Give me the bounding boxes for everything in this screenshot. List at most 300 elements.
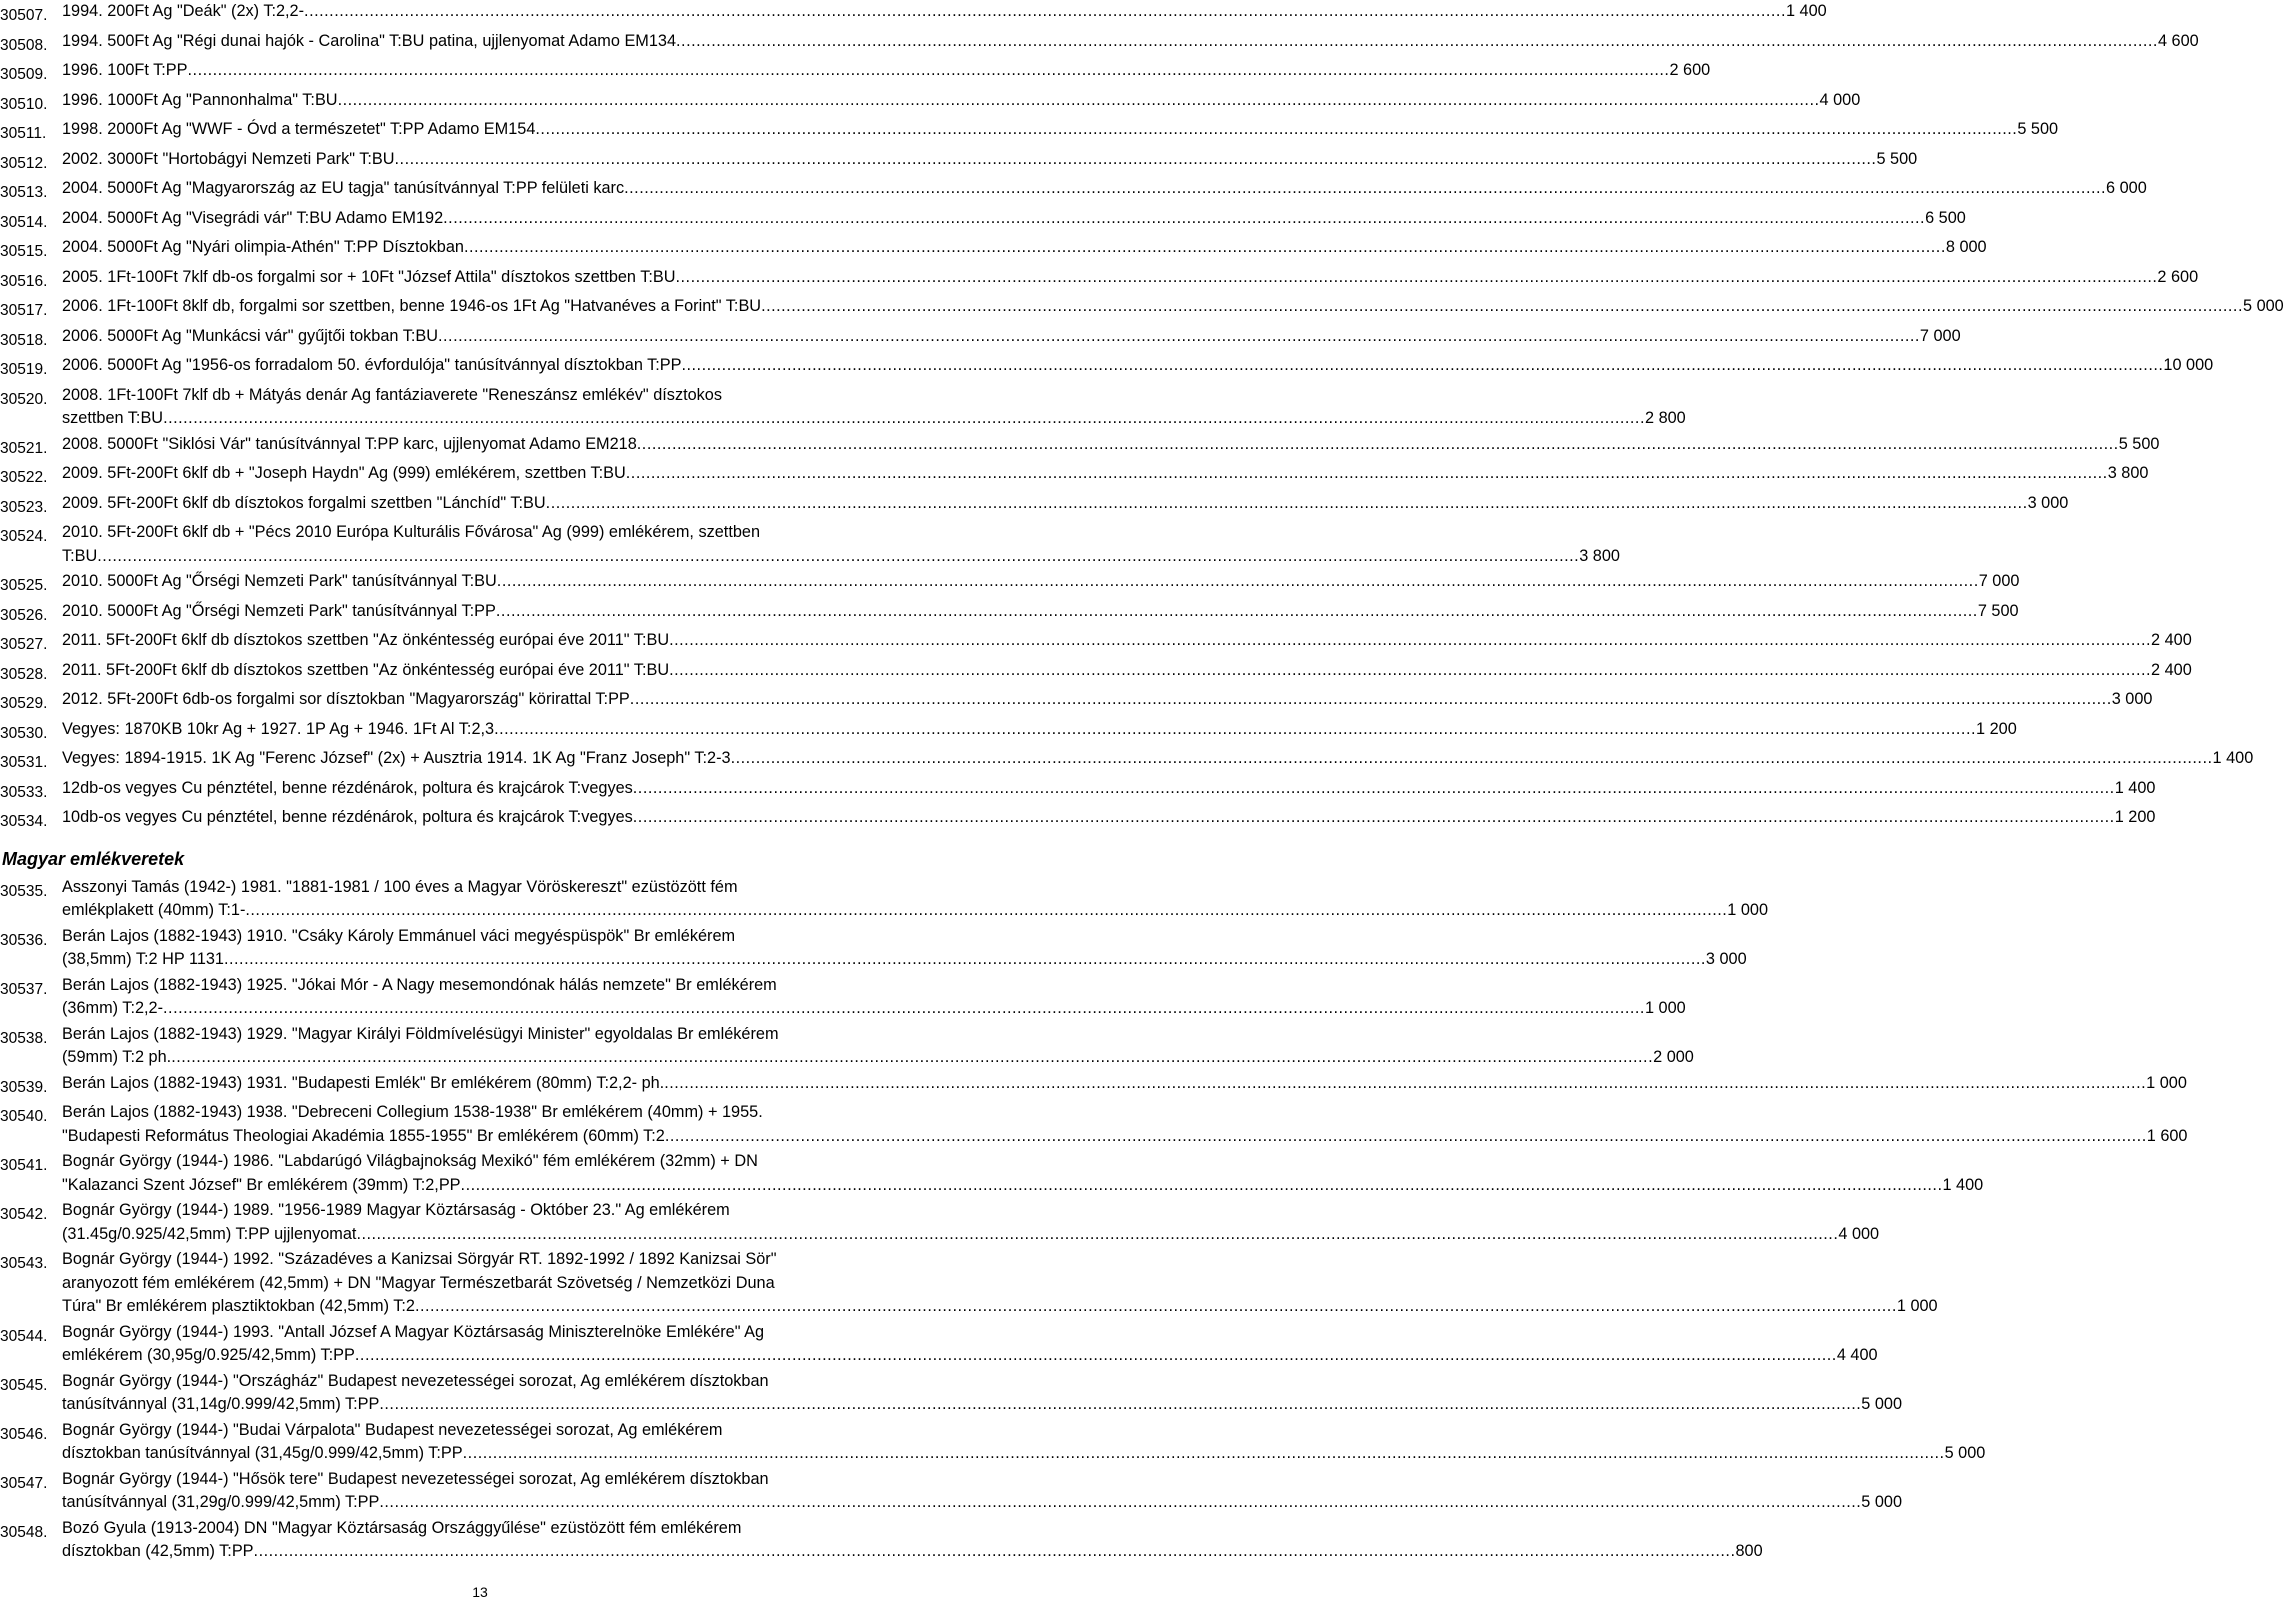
lot-description-line: 1996. 100Ft T:PP xyxy=(62,61,188,79)
lot-description-line: Túra" Br emlékérem plasztiktokban (42,5mm) T:2 xyxy=(62,1297,415,1315)
lot-description-line: Vegyes: 1870KB 10kr Ag + 1927. 1P Ag + 1946. 1Ft Al T:2,3 xyxy=(62,719,495,738)
lot-description xyxy=(62,1370,1903,1417)
lot-entry xyxy=(0,974,1686,1021)
dot-leader xyxy=(355,1344,1837,1368)
lot-price: 4 600 xyxy=(2157,31,2199,50)
lot-number: 30511. xyxy=(0,125,47,142)
lot-price: 6 500 xyxy=(1925,208,1966,227)
dot-leader xyxy=(356,1223,1838,1247)
lot-number: 30540. xyxy=(0,1108,48,1125)
lot-description-line: 2009. 5Ft-200Ft 6klf db + "Joseph Haydn" Ag (999) emlékérem, szettben T:BU xyxy=(62,464,626,482)
lot-description xyxy=(62,266,2199,290)
lot-description-line: 2010. 5Ft-200Ft 6klf db + "Pécs 2010 Európa Kulturális Fővárosa" Ag (999) emlékérem, szettben xyxy=(62,523,761,541)
lot-number: 30512. xyxy=(0,154,48,172)
page-number: 13 xyxy=(472,1584,488,1600)
lot-number: 30536. xyxy=(0,931,48,949)
lot-number: 30543. xyxy=(0,1255,48,1272)
lot-price-line xyxy=(62,600,2019,624)
lot-price-line xyxy=(62,59,1711,83)
lot-price-line xyxy=(62,30,2199,54)
lot-price-line xyxy=(62,777,2156,801)
lot-price-line xyxy=(62,1072,2187,1096)
lot-description-line: Bognár György (1944-) "Országház" Budapest nevezetességei sorozat, Ag emlékérem dísztokban xyxy=(62,1371,769,1390)
lot-price: 1 400 xyxy=(1942,1175,1984,1194)
lot-description xyxy=(62,1419,1986,1466)
lot-description xyxy=(62,600,2019,624)
lot-price-line xyxy=(62,1125,2188,1149)
lot-entry xyxy=(0,747,2254,775)
lot-price-line xyxy=(62,236,1987,260)
lot-description-line: 10db-os vegyes Cu pénztétel, benne rézdénárok, poltura és krajcárok T:vegyes xyxy=(62,808,633,826)
lot-number: 30522. xyxy=(0,469,48,486)
dot-leader xyxy=(497,570,1979,594)
lot-price-line xyxy=(62,354,2214,378)
lot-description xyxy=(62,659,2192,683)
lot-description-line: emlékplakett (40mm) T:1- xyxy=(62,901,246,919)
lot-price-line xyxy=(62,207,1966,231)
lot-number: 30541. xyxy=(0,1157,48,1174)
lot-description-line: Berán Lajos (1882-1943) 1925. "Jókai Mór - A Nagy mesemondónak hálás nemzete" Br emlékérem xyxy=(62,975,777,994)
lot-description-line: Bozó Gyula (1913-2004) DN "Magyar Köztársaság Országgyűlése" ezüstözött fém emlékérem xyxy=(62,1518,742,1537)
lot-number: 30530. xyxy=(0,724,48,742)
lot-description-line: Bognár György (1944-) "Budai Várpalota" Budapest nevezetességei sorozat, Ag emlékérem xyxy=(62,1420,723,1439)
lot-entry xyxy=(0,925,1747,972)
lot-price-line xyxy=(62,1174,1984,1198)
dot-leader xyxy=(438,325,1920,349)
lot-description-line: Berán Lajos (1882-1943) 1910. "Csáky Károly Emmánuel váci megyéspüspök" Br emlékérem xyxy=(62,926,736,945)
lot-description xyxy=(62,974,1686,1021)
lot-price: 5 000 xyxy=(1861,1493,1903,1511)
lot-number: 30527. xyxy=(0,636,48,653)
lot-entry xyxy=(0,806,2156,834)
lot-description-line: "Budapesti Református Theologiai Akadémia 1855-1955" Br emlékérem (60mm) T:2 xyxy=(62,1126,665,1145)
lot-entry xyxy=(0,266,2199,294)
lot-price-line xyxy=(62,89,1861,113)
lot-price-line xyxy=(62,997,1686,1021)
dot-leader xyxy=(188,59,1670,83)
lot-description-line: tanúsítvánnyal (31,14g/0.999/42,5mm) T:PP xyxy=(62,1395,380,1413)
dot-leader xyxy=(338,89,1820,113)
lot-description-line: 2002. 3000Ft "Hortobágyi Nemzeti Park" T:BU xyxy=(62,149,395,168)
lot-description-line: (59mm) T:2 ph. xyxy=(62,1048,172,1066)
lot-description-line: 1994. 500Ft Ag "Régi dunai hajók - Carolina" T:BU patina, ujjlenyomat Adamo EM134 xyxy=(62,31,677,50)
lot-price: 5 500 xyxy=(2118,434,2160,453)
lot-description-line: Vegyes: 1894-1915. 1K Ag "Ferenc József" (2x) + Ausztria 1914. 1K Ag "Franz Joseph" T:2-3 xyxy=(62,749,731,767)
dot-leader xyxy=(731,747,2213,771)
dot-leader xyxy=(630,688,2112,712)
lot-description-line: 2008. 1Ft-100Ft 7klf db + Mátyás denár Ag fantáziaverete "Reneszánsz emlékév" dísztokos xyxy=(62,385,722,404)
lot-entry xyxy=(0,0,1827,28)
lot-description xyxy=(62,462,2149,486)
lot-description xyxy=(62,718,2017,742)
lot-price: 1 000 xyxy=(2146,1073,2187,1092)
lot-price: 2 000 xyxy=(1653,1048,1694,1066)
lot-number: 30528. xyxy=(0,665,48,683)
lot-number: 30509. xyxy=(0,66,48,83)
lot-number: 30531. xyxy=(0,754,48,771)
lot-description-line: (38,5mm) T:2 HP 1131 xyxy=(62,950,224,968)
lot-entry xyxy=(0,1150,1984,1197)
dot-leader xyxy=(97,545,1579,569)
dot-leader xyxy=(665,1125,2147,1149)
lot-price: 1 000 xyxy=(1727,901,1769,919)
lot-price: 1 200 xyxy=(1976,719,2017,738)
lot-description xyxy=(62,118,2059,142)
lot-price-line xyxy=(62,806,2156,830)
lot-number: 30534. xyxy=(0,813,48,830)
lot-number: 30525. xyxy=(0,577,48,594)
lot-number: 30544. xyxy=(0,1327,48,1345)
lot-price: 5 000 xyxy=(1861,1395,1903,1413)
lot-description-line: (36mm) T:2,2- xyxy=(62,999,164,1017)
dot-leader xyxy=(443,207,1925,231)
lot-description xyxy=(62,1517,1763,1564)
lot-price: 1 000 xyxy=(1896,1297,1938,1315)
lot-price: 8 000 xyxy=(1945,238,1987,256)
lot-description-line: 2010. 5000Ft Ag "Őrségi Nemzeti Park" tanúsítvánnyal T:BU xyxy=(62,572,497,590)
dot-leader xyxy=(633,806,2115,830)
lot-description xyxy=(62,433,2160,457)
lot-description xyxy=(62,148,1918,172)
lot-description-line: Asszonyi Tamás (1942-) 1981. "1881-1981 / 100 éves a Magyar Vöröskereszt" ezüstözött fém xyxy=(62,877,738,896)
lot-price: 1 000 xyxy=(1644,999,1686,1017)
lot-entry xyxy=(0,354,2214,382)
lot-description xyxy=(62,777,2156,801)
dot-leader xyxy=(415,1295,1897,1319)
lot-price-line xyxy=(62,266,2199,290)
lot-number: 30517. xyxy=(0,302,48,319)
lot-price: 5 000 xyxy=(2242,297,2284,315)
lot-price: 2 600 xyxy=(2157,267,2199,286)
dot-leader xyxy=(624,177,2106,201)
lot-price-line xyxy=(62,718,2017,742)
lot-price: 4 000 xyxy=(1819,90,1861,109)
dot-leader xyxy=(245,899,1727,923)
lot-description-line: 2004. 5000Ft Ag "Magyarország az EU tagja" tanúsítvánnyal T:PP felületi karc xyxy=(62,179,625,197)
dot-leader xyxy=(546,492,2028,516)
dot-leader xyxy=(171,1046,1653,1070)
lot-entry xyxy=(0,89,1861,117)
lot-description xyxy=(62,177,2147,201)
lot-number: 30513. xyxy=(0,184,48,201)
lot-price-line xyxy=(62,325,1961,349)
lot-description xyxy=(62,384,1686,431)
lot-description xyxy=(62,1023,1694,1070)
lot-number: 30515. xyxy=(0,243,48,260)
lot-description-line: Bognár György (1944-) 1992. "Századéves a Kanizsai Sörgyár RT. 1892-1992 / 1892 Kanizsai Sör" xyxy=(62,1250,777,1268)
dot-leader xyxy=(163,997,1645,1021)
lot-description xyxy=(62,295,2284,319)
lot-number: 30537. xyxy=(0,980,48,998)
lot-description-line: 2009. 5Ft-200Ft 6klf db dísztokos forgalmi szettben "Lánchíd" T:BU xyxy=(62,493,546,512)
lot-price: 3 000 xyxy=(1705,950,1747,968)
lot-description-line: Berán Lajos (1882-1943) 1938. "Debreceni Collegium 1538-1938" Br emlékérem (40mm) + 1955. xyxy=(62,1103,763,1121)
lot-description-line: emlékérem (30,95g/0.925/42,5mm) T:PP xyxy=(62,1346,355,1364)
lot-price: 10 000 xyxy=(2163,356,2214,374)
lot-price-line xyxy=(62,118,2059,142)
lot-description xyxy=(62,925,1747,972)
lot-description-line: 2011. 5Ft-200Ft 6klf db dísztokos szettben "Az önkéntesség európai éve 2011" T:BU xyxy=(62,660,670,679)
lot-entry xyxy=(0,600,2019,628)
lot-number: 30538. xyxy=(0,1029,48,1047)
lot-description xyxy=(62,1150,1984,1197)
lot-entry xyxy=(0,1023,1694,1070)
dot-leader xyxy=(464,236,1946,260)
lot-description xyxy=(62,236,1987,260)
lot-entry xyxy=(0,876,1769,923)
lot-entry xyxy=(0,718,2017,746)
lot-description xyxy=(62,1248,1938,1319)
section-title: Magyar emlékveretek xyxy=(2,848,185,869)
lot-price-line xyxy=(62,659,2192,683)
lot-number: 30518. xyxy=(0,331,48,349)
dot-leader xyxy=(676,30,2158,54)
lot-price-line xyxy=(62,545,1620,569)
lot-price: 5 500 xyxy=(1876,149,1918,168)
dot-leader xyxy=(304,0,1786,24)
dot-leader xyxy=(461,1174,1943,1198)
lot-list-bottom xyxy=(0,876,2188,1566)
lot-entry xyxy=(0,1199,1880,1246)
lot-entry xyxy=(0,1517,1763,1564)
lot-price: 1 400 xyxy=(2212,749,2254,767)
lot-entry xyxy=(0,659,2192,687)
dot-leader xyxy=(669,629,2151,653)
lot-price: 7 000 xyxy=(1919,326,1961,345)
lot-price: 1 600 xyxy=(2146,1126,2188,1145)
lot-description xyxy=(62,0,1827,24)
lot-description xyxy=(62,492,2069,516)
lot-number: 30535. xyxy=(0,882,48,900)
lot-number: 30510. xyxy=(0,95,48,113)
dot-leader xyxy=(379,1491,1861,1515)
dot-leader xyxy=(626,462,2108,486)
lot-number: 30545. xyxy=(0,1376,48,1394)
lot-description xyxy=(62,806,2156,830)
lot-description-line: T:BU xyxy=(62,546,98,565)
lot-number: 30529. xyxy=(0,695,48,712)
lot-description-line: 2006. 5000Ft Ag "Munkácsi vár" gyűjtői tokban T:BU xyxy=(62,326,438,345)
lot-entry xyxy=(0,1072,2187,1100)
lot-price-line xyxy=(62,1295,1938,1319)
lot-price: 1 400 xyxy=(1785,2,1827,20)
lot-description-line: 2004. 5000Ft Ag "Nyári olimpia-Athén" T:PP Dísztokban xyxy=(62,238,464,256)
lot-description-line: 2004. 5000Ft Ag "Visegrádi vár" T:BU Adamo EM192 xyxy=(62,208,444,227)
lot-number: 30533. xyxy=(0,783,48,801)
lot-number: 30514. xyxy=(0,213,48,231)
lot-entry xyxy=(0,462,2149,490)
lot-price-line xyxy=(62,1491,1903,1515)
dot-leader xyxy=(494,718,1976,742)
lot-entry xyxy=(0,492,2069,520)
lot-description-line: Berán Lajos (1882-1943) 1929. "Magyar Királyi Földmívelésügyi Minister" egyoldalas Br emlékérem xyxy=(62,1024,779,1043)
lot-entry xyxy=(0,384,1686,431)
lot-description-line: dísztokban (42,5mm) T:PP xyxy=(62,1542,254,1560)
lot-price: 6 000 xyxy=(2106,179,2147,197)
lot-description-line: szettben T:BU xyxy=(62,409,164,427)
lot-number: 30542. xyxy=(0,1206,48,1223)
lot-price-line xyxy=(62,747,2254,771)
lot-entry xyxy=(0,148,1918,176)
dot-leader xyxy=(664,1072,2146,1096)
lot-description xyxy=(62,325,1961,349)
lot-price-line xyxy=(62,0,1827,24)
lot-entry xyxy=(0,1370,1903,1417)
lot-price-line xyxy=(62,1540,1763,1564)
lot-price: 4 000 xyxy=(1838,1224,1880,1243)
lot-number: 30507. xyxy=(0,7,48,24)
lot-description-line: "Kalazanci Szent József" Br emlékérem (39mm) T:2,PP xyxy=(62,1175,461,1194)
lot-price-line xyxy=(62,570,2020,594)
lot-description-line: 2012. 5Ft-200Ft 6db-os forgalmi sor dísztokban "Magyarország" körirattal T:PP xyxy=(62,690,630,708)
lot-number: 30539. xyxy=(0,1078,48,1096)
dot-leader xyxy=(535,118,2017,142)
lot-entry xyxy=(0,688,2153,716)
lot-number: 30516. xyxy=(0,272,48,290)
lot-entry xyxy=(0,177,2147,205)
dot-leader xyxy=(633,777,2115,801)
lot-description xyxy=(62,1321,1878,1368)
lot-description xyxy=(62,688,2153,712)
lot-description xyxy=(62,207,1966,231)
dot-leader xyxy=(379,1393,1861,1417)
lot-description-line: 2011. 5Ft-200Ft 6klf db dísztokos szettben "Az önkéntesség európai éve 2011" T:BU xyxy=(62,631,670,649)
lot-description-line: 1994. 200Ft Ag "Deák" (2x) T:2,2- xyxy=(62,2,305,20)
dot-leader xyxy=(496,600,1978,624)
lot-price-line xyxy=(62,899,1769,923)
lot-number: 30523. xyxy=(0,498,48,516)
dot-leader xyxy=(669,659,2151,683)
lot-description-line: 2008. 5000Ft "Siklósi Vár" tanúsítvánnyal T:PP karc, ujjlenyomat Adamo EM218 xyxy=(62,434,637,453)
lot-price: 2 800 xyxy=(1644,409,1686,427)
lot-price: 5 000 xyxy=(1944,1444,1986,1462)
lot-number: 30548. xyxy=(0,1523,48,1541)
lot-entry xyxy=(0,433,2160,461)
lot-description-line: 2010. 5000Ft Ag "Őrségi Nemzeti Park" tanúsítvánnyal T:PP xyxy=(62,601,496,620)
lot-description-line: dísztokban tanúsítvánnyal (31,45g/0.999/42,5mm) T:PP xyxy=(62,1444,463,1462)
lot-description-line: Bognár György (1944-) 1993. "Antall József A Magyar Köztársaság Miniszterelnöke Emlékére" Ag xyxy=(62,1322,765,1341)
lot-entry xyxy=(0,629,2192,657)
lot-description-line: Berán Lajos (1882-1943) 1931. "Budapesti Emlék" Br emlékérem (80mm) T:2,2- ph. xyxy=(62,1073,665,1092)
lot-price: 1 200 xyxy=(2114,808,2156,826)
lot-price: 800 xyxy=(1735,1542,1763,1560)
lot-entry xyxy=(0,295,2284,323)
dot-leader xyxy=(254,1540,1736,1564)
lot-price-line xyxy=(62,295,2284,319)
lot-price-line xyxy=(62,948,1747,972)
lot-number: 30520. xyxy=(0,390,48,408)
lot-price: 4 400 xyxy=(1836,1346,1878,1364)
lot-price: 2 600 xyxy=(1669,61,1711,79)
dot-leader xyxy=(463,1442,1945,1466)
lot-description-line: 1998. 2000Ft Ag "WWF - Óvd a természetet" T:PP Adamo EM154 xyxy=(62,120,536,138)
lot-price: 5 500 xyxy=(2017,120,2059,138)
lot-price-line xyxy=(62,148,1918,172)
lot-price: 3 000 xyxy=(2027,493,2069,512)
dot-leader xyxy=(224,948,1706,972)
lot-description xyxy=(62,1072,2187,1096)
lot-description xyxy=(62,30,2199,54)
lot-price-line xyxy=(62,1393,1903,1417)
lot-number: 30519. xyxy=(0,361,48,378)
lot-entry xyxy=(0,118,2059,146)
dot-leader xyxy=(681,354,2163,378)
dot-leader xyxy=(395,148,1877,172)
lot-description xyxy=(62,1468,1903,1515)
lot-description-line: tanúsítvánnyal (31,29g/0.999/42,5mm) T:PP xyxy=(62,1493,380,1511)
lot-number: 30546. xyxy=(0,1425,48,1443)
lot-description-line: (31.45g/0.925/42,5mm) T:PP ujjlenyomat xyxy=(62,1224,357,1243)
lot-price-line xyxy=(62,177,2147,201)
lot-price: 2 400 xyxy=(2151,660,2192,679)
lot-price: 3 000 xyxy=(2111,690,2153,708)
lot-description xyxy=(62,89,1861,113)
lot-price: 3 800 xyxy=(1579,546,1620,565)
dot-leader xyxy=(637,433,2119,457)
lot-description xyxy=(62,1199,1880,1246)
lot-entry xyxy=(0,59,1711,87)
lot-description xyxy=(62,570,2020,594)
lot-entry xyxy=(0,325,1961,353)
dot-leader xyxy=(761,295,2243,319)
lot-entry xyxy=(0,521,1620,568)
lot-description-line: 2006. 5000Ft Ag "1956-os forradalom 50. évfordulója" tanúsítvánnyal dísztokban T:PP xyxy=(62,356,682,374)
lot-description xyxy=(62,747,2254,771)
lot-description-line: Bognár György (1944-) 1986. "Labdarúgó Világbajnokság Mexikó" fém emlékérem (32mm) + DN xyxy=(62,1152,758,1170)
lot-description xyxy=(62,876,1769,923)
lot-price: 7 000 xyxy=(1978,572,2020,590)
lot-entry xyxy=(0,1248,1938,1319)
lot-description-line: 2005. 1Ft-100Ft 7klf db-os forgalmi sor + 10Ft "József Attila" dísztokos szettben T:BU xyxy=(62,267,676,286)
lot-price-line xyxy=(62,407,1686,431)
lot-price-line xyxy=(62,433,2160,457)
lot-number: 30547. xyxy=(0,1474,48,1492)
lot-description-line: 2006. 1Ft-100Ft 8klf db, forgalmi sor szettben, benne 1946-os 1Ft Ag "Hatvanéves a Forint" T:BU xyxy=(62,297,762,315)
lot-price: 1 400 xyxy=(2114,778,2156,797)
lot-number: 30524. xyxy=(0,528,48,545)
lot-number: 30521. xyxy=(0,439,48,457)
lot-entry xyxy=(0,207,1966,235)
lot-entry xyxy=(0,570,2020,598)
lot-description xyxy=(62,59,1711,83)
lot-price-line xyxy=(62,1223,1880,1247)
lot-description-line: Bognár György (1944-) 1989. "1956-1989 Magyar Köztársaság - Október 23." Ag emlékérem xyxy=(62,1201,730,1219)
lot-entry xyxy=(0,1101,2188,1148)
lot-price-line xyxy=(62,492,2069,516)
lot-price-line xyxy=(62,1442,1986,1466)
lot-price: 7 500 xyxy=(1977,601,2019,620)
lot-number: 30508. xyxy=(0,36,48,54)
lot-price-line xyxy=(62,1046,1694,1070)
lot-description-line: Bognár György (1944-) "Hősök tere" Budapest nevezetességei sorozat, Ag emlékérem dísztokban xyxy=(62,1469,769,1488)
lot-number: 30526. xyxy=(0,606,48,624)
lot-description-line: 1996. 1000Ft Ag "Pannonhalma" T:BU xyxy=(62,90,338,109)
lot-price-line xyxy=(62,1344,1878,1368)
lot-price-line xyxy=(62,462,2149,486)
lot-entry xyxy=(0,236,1987,264)
lot-entry xyxy=(0,1321,1878,1368)
lot-price: 2 400 xyxy=(2151,631,2192,649)
lot-description xyxy=(62,521,1620,568)
lot-description xyxy=(62,629,2192,653)
lot-entry xyxy=(0,1468,1903,1515)
lot-description-line: aranyozott fém emlékérem (42,5mm) + DN "Magyar Természetbarát Szövetség / Nemzetközi Duna xyxy=(62,1273,775,1292)
lot-entry xyxy=(0,1419,1986,1466)
lot-description xyxy=(62,1101,2188,1148)
lot-price: 3 800 xyxy=(2107,464,2149,482)
lot-description xyxy=(62,354,2214,378)
lot-price-line xyxy=(62,688,2153,712)
